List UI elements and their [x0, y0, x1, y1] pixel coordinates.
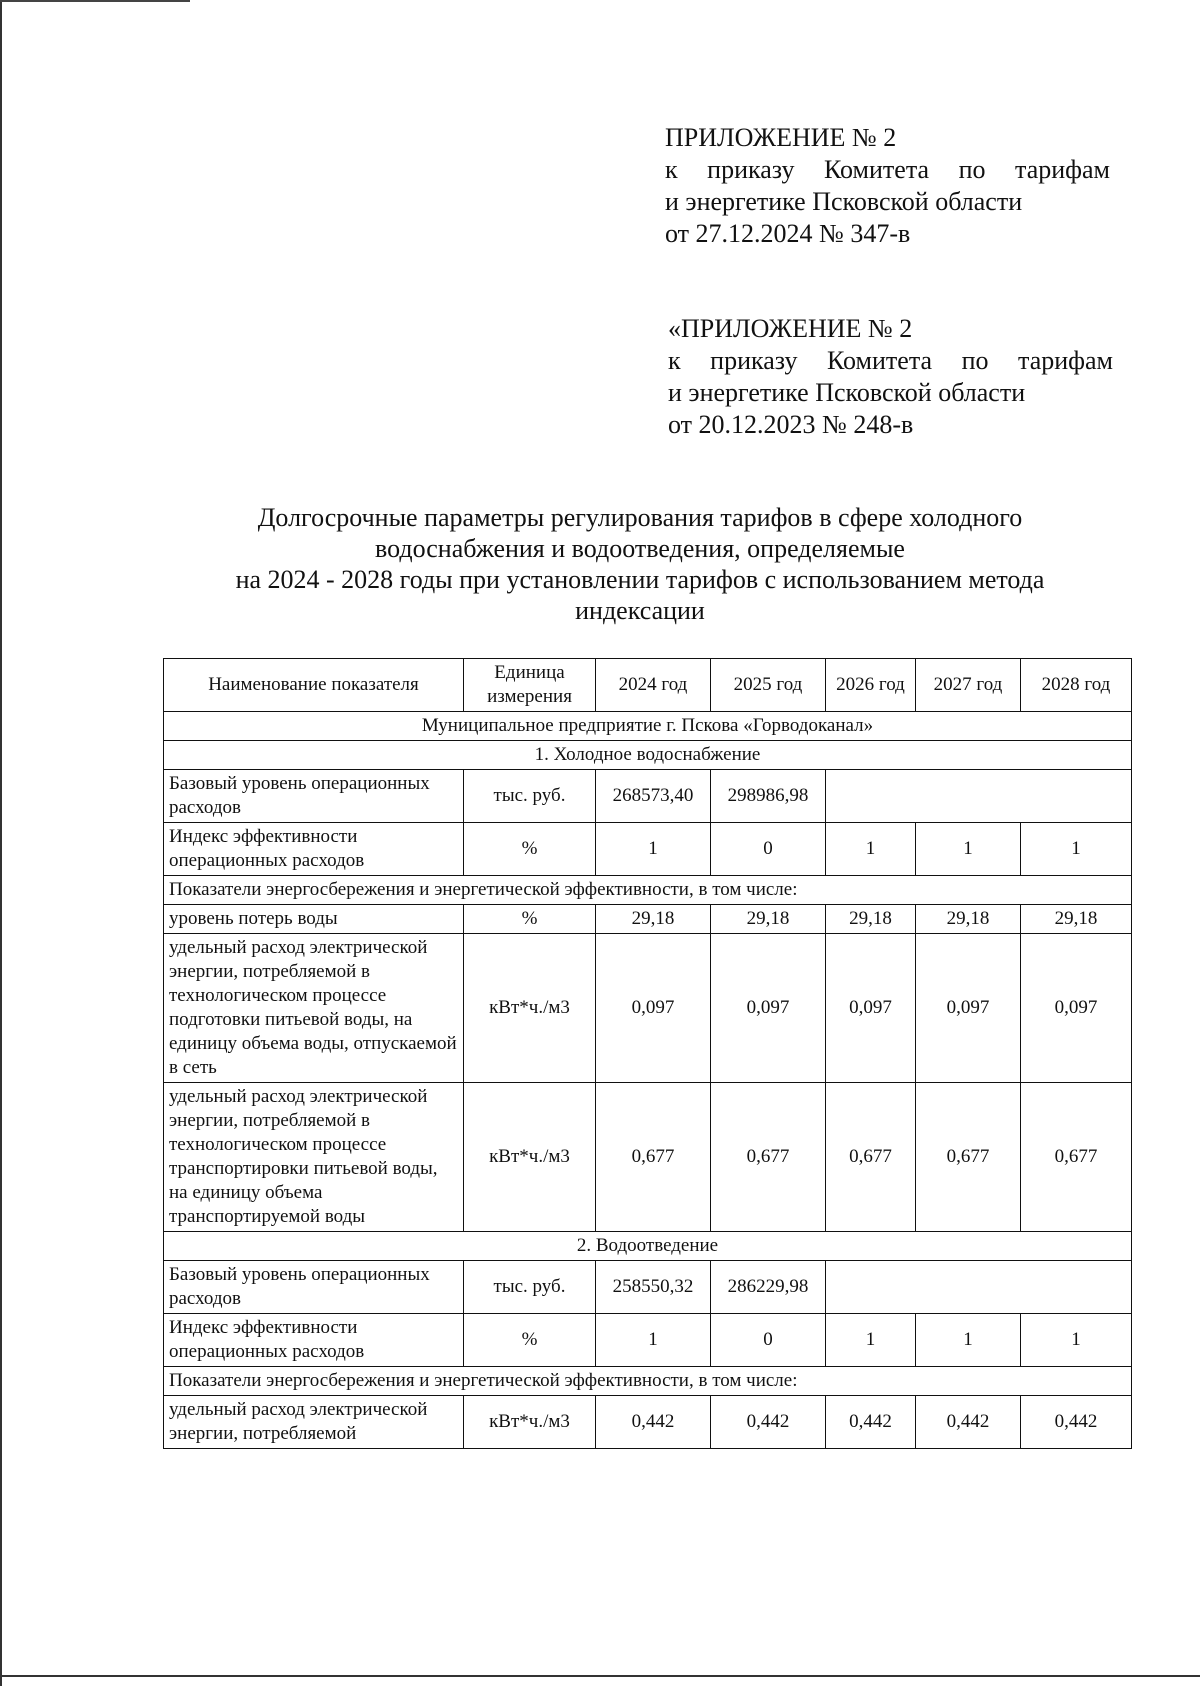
row-name: удельный расход электрической энергии, потребляемой: [164, 1396, 464, 1449]
value-2026: 1: [826, 823, 916, 876]
row-unit: тыс. руб.: [464, 1261, 596, 1314]
header-2028: 2028 год: [1021, 659, 1132, 712]
appendix-title: ПРИЛОЖЕНИЕ № 2: [665, 123, 897, 152]
value-2024: 0,097: [596, 934, 711, 1083]
value-2026: 29,18: [826, 905, 916, 934]
value-2027: 29,18: [916, 905, 1021, 934]
value-2026: 1: [826, 1314, 916, 1367]
energy-heading: Показатели энергосбережения и энергетической эффективности, в том числе:: [164, 1367, 1132, 1396]
parameters-table: [163, 658, 1132, 1449]
title-line-4: индексации: [575, 596, 705, 625]
section-2-title: 2. Водоотведение: [164, 1232, 1132, 1261]
row-unit: %: [464, 1314, 596, 1367]
section-row: [164, 1232, 1132, 1261]
value-2028: 0,442: [1021, 1396, 1132, 1449]
row-name: Базовый уровень операционных расходов: [164, 1261, 464, 1314]
value-2028: 0,097: [1021, 934, 1132, 1083]
value-2024: 29,18: [596, 905, 711, 934]
row-unit: %: [464, 823, 596, 876]
title-line-3: на 2024 - 2028 годы при установлении тарифов с использованием метода: [235, 565, 1045, 594]
table-row: [164, 905, 1132, 934]
value-2025: 0,097: [711, 934, 826, 1083]
value-2024: 258550,32: [596, 1261, 711, 1314]
table-row: [164, 823, 1132, 876]
appendix-title: «ПРИЛОЖЕНИЕ № 2: [668, 314, 913, 343]
table-row: [164, 934, 1132, 1083]
value-2026: 0,677: [826, 1083, 916, 1232]
row-unit: тыс. руб.: [464, 770, 596, 823]
table-row: [164, 1314, 1132, 1367]
scan-edge-bottom: [0, 1675, 1200, 1677]
value-2027: 1: [916, 823, 1021, 876]
header-name: Наименование показателя: [164, 659, 464, 712]
value-2026: 0,442: [826, 1396, 916, 1449]
appendix-block-current: [665, 122, 1110, 250]
value-2028: 1: [1021, 823, 1132, 876]
row-unit: кВт*ч./м3: [464, 1396, 596, 1449]
value-2024: 268573,40: [596, 770, 711, 823]
value-2024: 0,442: [596, 1396, 711, 1449]
title-line-1: Долгосрочные параметры регулирования тарифов в сфере холодного: [257, 503, 1023, 532]
value-2028: 29,18: [1021, 905, 1132, 934]
value-2025: 0: [711, 1314, 826, 1367]
section-row: [164, 1367, 1132, 1396]
table-row: [164, 770, 1132, 823]
value-2024: 1: [596, 1314, 711, 1367]
scan-edge-top: [0, 0, 190, 2]
appendix-line-3: от 20.12.2023 № 248-в: [668, 410, 914, 439]
value-2027: 0,677: [916, 1083, 1021, 1232]
appendix-line-1: к приказу Комитета по тарифам: [665, 155, 1110, 184]
table-row: [164, 1083, 1132, 1232]
table-row: [164, 1261, 1132, 1314]
energy-heading: Показатели энергосбережения и энергетической эффективности, в том числе:: [164, 876, 1132, 905]
value-2027: 0,097: [916, 934, 1021, 1083]
organization-row: [164, 712, 1132, 741]
appendix-block-previous: [668, 313, 1113, 441]
row-name: удельный расход электрической энергии, потребляемой в технологическом процессе транспортировки питьевой воды, на единицу объема транспортируемой воды: [164, 1083, 464, 1232]
value-2026: 0,097: [826, 934, 916, 1083]
section-1-title: 1. Холодное водоснабжение: [164, 741, 1132, 770]
value-2025: 0,677: [711, 1083, 826, 1232]
row-name: уровень потерь воды: [164, 905, 464, 934]
row-unit: кВт*ч./м3: [464, 934, 596, 1083]
value-2027: 0,442: [916, 1396, 1021, 1449]
value-2025: 0,442: [711, 1396, 826, 1449]
header-unit: Единица измерения: [464, 659, 596, 712]
value-2027: 1: [916, 1314, 1021, 1367]
header-2027: 2027 год: [916, 659, 1021, 712]
table-row: [164, 1396, 1132, 1449]
empty-cell: [826, 1261, 1132, 1314]
row-unit: кВт*ч./м3: [464, 1083, 596, 1232]
empty-cell: [826, 770, 1132, 823]
appendix-line-2: и энергетике Псковской области: [668, 378, 1026, 407]
title-line-2: водоснабжения и водоотведения, определяемые: [375, 534, 905, 563]
value-2025: 0: [711, 823, 826, 876]
row-name: Индекс эффективности операционных расходов: [164, 1314, 464, 1367]
value-2025: 298986,98: [711, 770, 826, 823]
row-name: Индекс эффективности операционных расходов: [164, 823, 464, 876]
value-2028: 1: [1021, 1314, 1132, 1367]
organization-name: Муниципальное предприятие г. Пскова «Горводоканал»: [164, 712, 1132, 741]
scan-edge-left: [0, 0, 2, 1686]
section-row: [164, 741, 1132, 770]
value-2025: 29,18: [711, 905, 826, 934]
value-2024: 1: [596, 823, 711, 876]
appendix-line-1: к приказу Комитета по тарифам: [668, 346, 1113, 375]
appendix-line-2: и энергетике Псковской области: [665, 187, 1023, 216]
document-title: [190, 502, 1090, 626]
row-unit: %: [464, 905, 596, 934]
value-2025: 286229,98: [711, 1261, 826, 1314]
header-2025: 2025 год: [711, 659, 826, 712]
value-2024: 0,677: [596, 1083, 711, 1232]
value-2028: 0,677: [1021, 1083, 1132, 1232]
header-row: [164, 659, 1132, 712]
section-row: [164, 876, 1132, 905]
appendix-line-3: от 27.12.2024 № 347-в: [665, 219, 911, 248]
header-2024: 2024 год: [596, 659, 711, 712]
row-name: удельный расход электрической энергии, потребляемой в технологическом процессе подготовки питьевой воды, на единицу объема воды, отпускаемой в сеть: [164, 934, 464, 1083]
row-name: Базовый уровень операционных расходов: [164, 770, 464, 823]
header-2026: 2026 год: [826, 659, 916, 712]
